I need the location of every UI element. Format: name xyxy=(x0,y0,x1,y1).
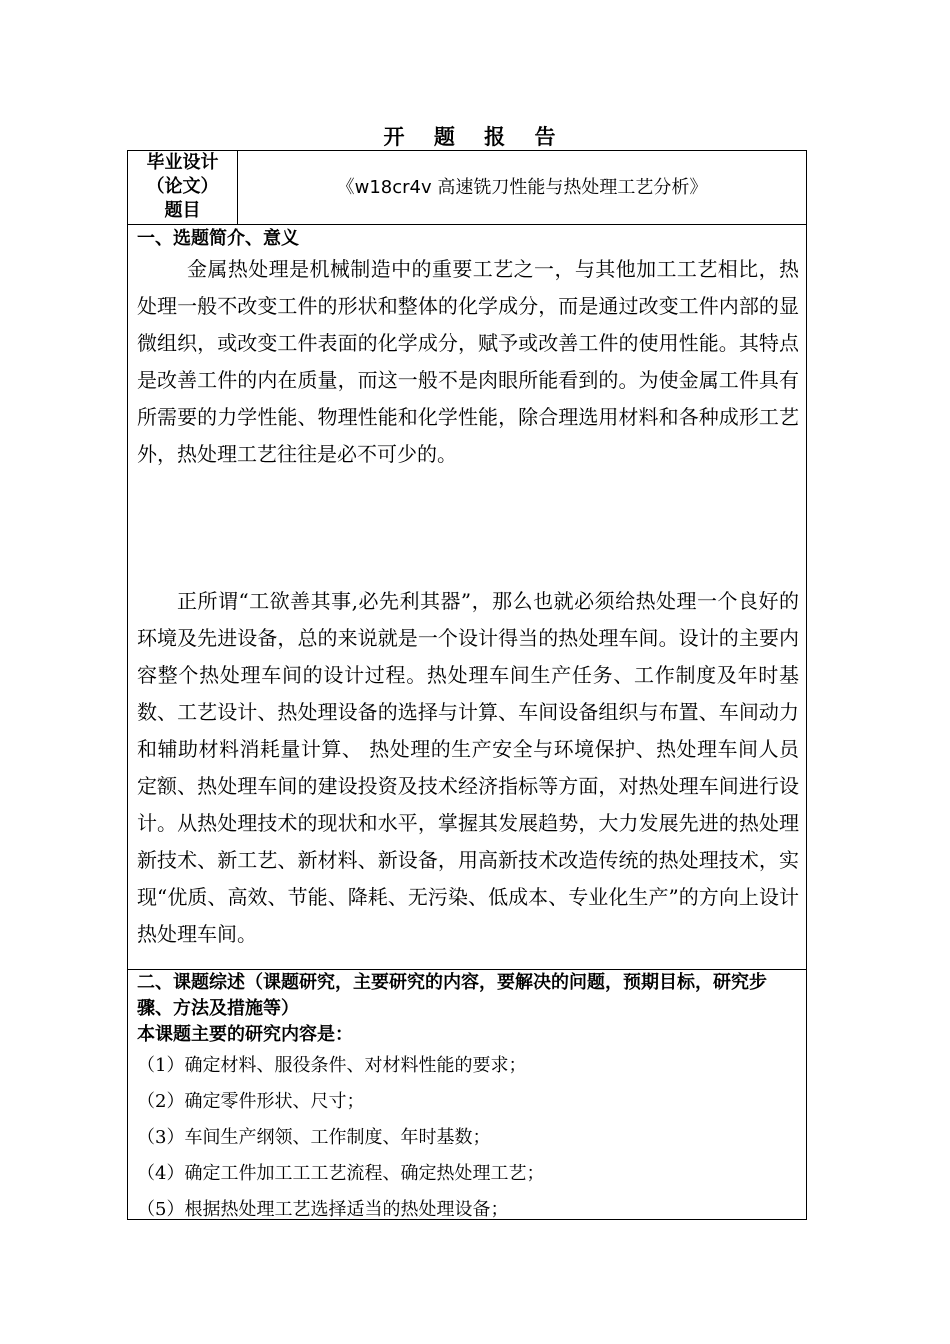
section-heading: 二、课题综述（课题研究，主要研究的内容，要解决的问题，预期目标，研究步骤、方法及措施等） xyxy=(137,972,767,1019)
topic-label-line: 题目 xyxy=(164,200,201,221)
list-item: （1）确定材料、服役条件、对材料性能的要求； xyxy=(137,1055,527,1076)
topic-label-line: （论文） xyxy=(146,176,219,197)
list-item: （4）确定工件加工工工艺流程、确定热处理工艺； xyxy=(137,1163,545,1184)
sub-heading: 本课题主要的研究内容是： xyxy=(137,1024,353,1045)
section-introduction xyxy=(128,225,806,970)
list-item: （5）根据热处理工艺选择适当的热处理设备； xyxy=(137,1199,509,1220)
topic-row xyxy=(128,151,806,225)
topic-value: 《w18cr4v 高速铣刀性能与热处理工艺分析》 xyxy=(336,177,708,198)
body-paragraph: 正所谓“工欲善其事,必先利其器”，那么也就必须给热处理一个良好的环境及先进设备，总的来说就是一个设计得当的热处理车间。设计的主要内容整个热处理车间的设计过程。热处理车间生产任务、工作制度及年时基数、工艺设计、热处理设备的选择与计算、车间设备组织与布置、车间动力和辅助材料消耗量计算、 热处理的生产安全与环境保护、热处理车间人员定额、热处理车间的建设投资及技术经济指标等方面，对热处理车间进行设计。从热处理技术的现状和水平，掌握其发展趋势，大力发展先进的热处理新技术、新工艺、新材料、新设备，用高新技术改造传统的热处理技术，实现“优质、高效、节能、降耗、无污染、低成本、专业化生产”的方向上设计热处理车间。 xyxy=(137,589,799,946)
section-heading: 一、选题简介、意义 xyxy=(137,228,299,249)
body-paragraph: 金属热处理是机械制造中的重要工艺之一，与其他加工工艺相比，热处理一般不改变工件的形状和整体的化学成分，而是通过改变工件内部的显微组织，或改变工件表面的化学成分，赋予或改善工件的使用性能。其特点是改善工件的内在质量，而这一般不是肉眼所能看到的。为使金属工件具有所需要的力学性能、物理性能和化学性能，除合理选用材料和各种成形工艺外，热处理工艺往往是必不可少的。 xyxy=(137,257,799,466)
topic-label xyxy=(128,151,238,224)
topic-label-line: 毕业设计 xyxy=(146,152,219,173)
page-title: 开 题 报 告 xyxy=(383,125,567,149)
report-table xyxy=(127,150,807,1220)
research-item-list xyxy=(137,1048,799,1228)
section-overview xyxy=(128,970,806,1221)
list-item: （3）车间生产纲领、工作制度、年时基数； xyxy=(137,1127,491,1148)
list-item: （2）确定零件形状、尺寸； xyxy=(137,1091,365,1112)
